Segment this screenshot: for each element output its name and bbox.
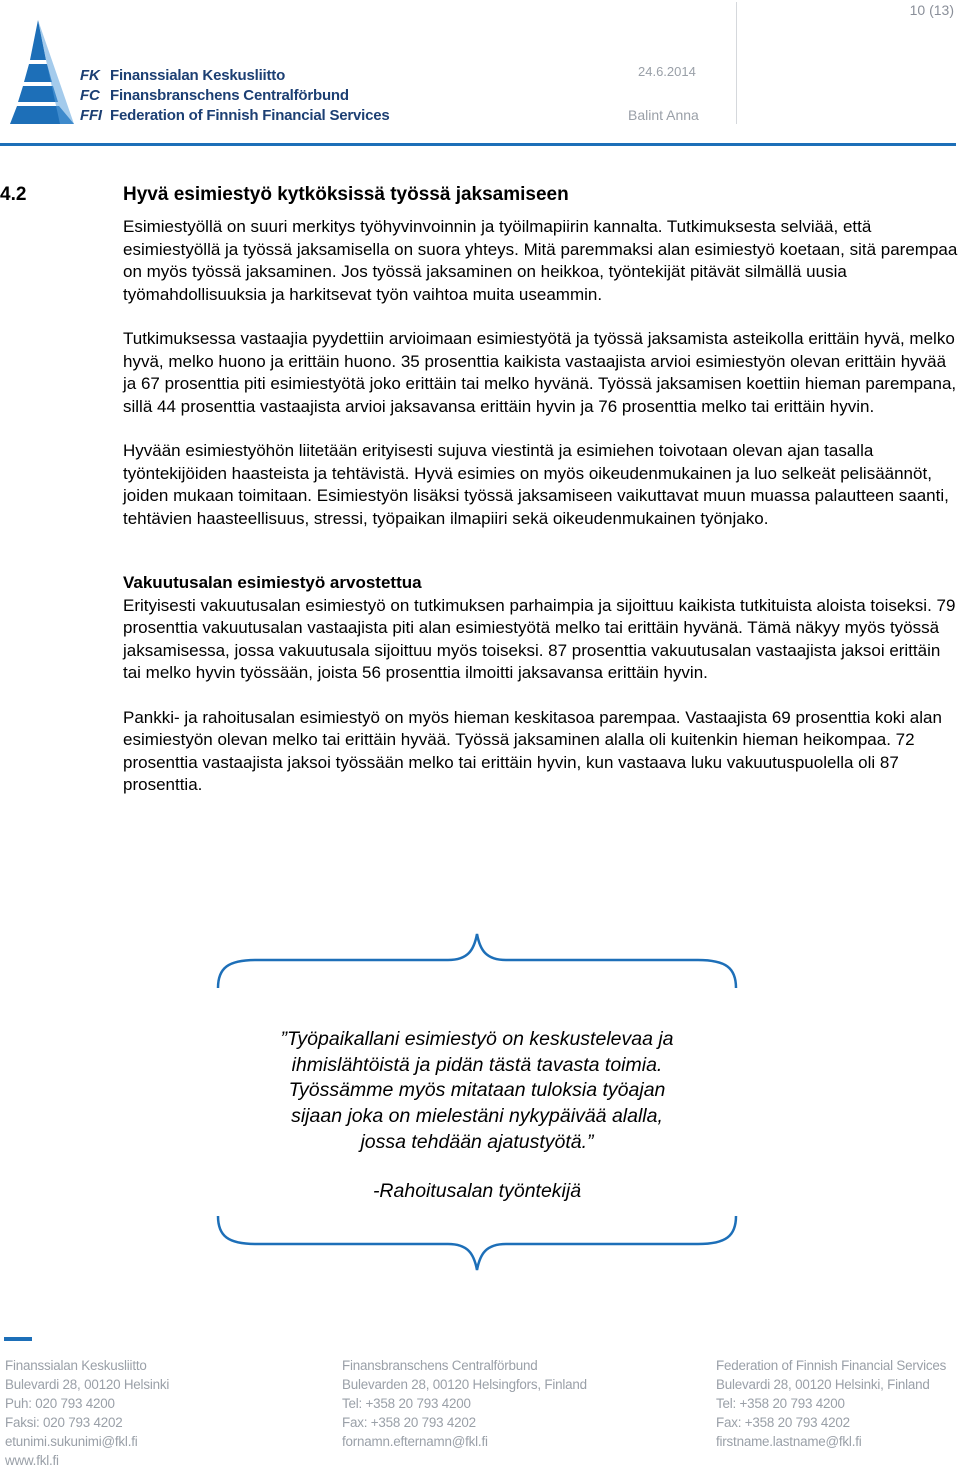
paragraph: Erityisesti vakuutusalan esimiestyö on tutkimuksen parhaimpia ja sijoittuu kaikista tutkituista aloista toiseksi. 79 prosenttia vakuutusalan vastaajista piti alan esimiestyötä melko tai erittäin hyvänä. Tämä näkyy myös työssä jaksamisessa, jossa vakuutusala sijoittuu myös toiseksi. 87 prosenttia vakuutusalan vastaajista jaksoi erittäin tai melko hyvin työssään, joista 56 prosenttia ilmoitti jaksavansa erittäin hyvin.: [123, 595, 956, 682]
body-content: [123, 216, 959, 819]
document-date: 24.6.2014: [638, 64, 696, 79]
quote-line: ”Työpaikallani esimiestyö on keskustelevaa ja: [280, 1028, 674, 1050]
quote-author: -Rahoitusalan työntekijä: [372, 1180, 582, 1202]
document-author: Balint Anna: [628, 107, 699, 123]
footer-line: Tel: +358 20 793 4200: [716, 1396, 845, 1411]
quote-brace-top: [216, 932, 738, 990]
footer-column-ffi: [716, 1356, 946, 1451]
logo-line-fk: FK Finanssialan Keskusliitto: [80, 67, 286, 84]
footer-line: Faksi: 020 793 4202: [5, 1415, 123, 1430]
footer-accent-mark: [4, 1337, 32, 1341]
footer-email: firstname.lastname@fkl.fi: [716, 1434, 862, 1449]
paragraph: Tutkimuksessa vastaajia pyydettiin arvioimaan esimiestyötä ja työssä jaksamista asteikolla erittäin hyvä, melko hyvä, melko huono ja erittäin huono. 35 prosenttia kaikista vastaajista arvioi esimiestyön olevan erittäin hyvää ja 67 prosenttia piti esimiestyötä joko erittäin tai melko hyvänä. Työssä jaksamisen koettiin hieman parempana, sillä 44 prosenttia vastaajista arvioi jaksavansa erittäin hyvin ja 76 prosenttia melko tai erittäin hyvin.: [123, 329, 957, 416]
fk-logo-icon: [0, 20, 80, 126]
quote-line: sijaan joka on mielestäni nykypäivää alalla,: [291, 1105, 663, 1128]
footer-line: Fax: +358 20 793 4202: [716, 1415, 850, 1430]
header-divider: [736, 2, 737, 124]
section-title: Hyvä esimiestyö kytköksissä työssä jaksamiseen: [123, 184, 569, 205]
quote-brace-bottom: [216, 1214, 738, 1272]
footer-line: Finansbranschens Centralförbund: [342, 1358, 538, 1373]
footer-email: etunimi.sukunimi@fkl.fi: [5, 1434, 138, 1449]
page-number: 10 (13): [909, 2, 954, 18]
footer-website: www.fkl.fi: [5, 1453, 59, 1468]
footer-line: Puh: 020 793 4200: [5, 1396, 115, 1411]
subsection-title: Vakuutusalan esimiestyö arvostettua: [123, 573, 422, 592]
footer-email: fornamn.efternamn@fkl.fi: [342, 1434, 488, 1449]
header-rule: [0, 143, 956, 146]
footer-column-fc: [342, 1356, 587, 1451]
footer-line: Bulevardi 28, 00120 Helsinki: [5, 1377, 170, 1392]
paragraph: Hyvään esimiestyöhön liitetään erityisesti sujuva viestintä ja esimiehen toivotaan olevan ajan tasalla työntekijöiden haasteista ja tehtävistä. Hyvä esimies on myös oikeudenmukainen ja luo selkeät pelisäännöt, joiden mukaan toimitaan. Esimiestyön lisäksi työssä jaksamiseen vaikuttavat muun muassa palautteen saanti, tehtävien haasteellisuus, stressi, työpaikan ilmapiiri sekä oikeudenmukainen työnjako.: [123, 441, 949, 528]
footer-line: Bulevarden 28, 00120 Helsingfors, Finland: [342, 1377, 587, 1392]
quote-line: jossa tehdään ajatustyötä.”: [360, 1130, 594, 1153]
logo-line-fc: FC Finansbranschens Centralförbund: [80, 87, 349, 104]
footer-line: Finanssialan Keskusliitto: [5, 1358, 147, 1373]
quote-line: ihmislähtöistä ja pidän tästä tavasta toimia.: [291, 1053, 663, 1076]
footer-line: Tel: +358 20 793 4200: [342, 1396, 471, 1411]
footer-line: Fax: +358 20 793 4202: [342, 1415, 476, 1430]
paragraph: Pankki- ja rahoitusalan esimiestyö on myös hieman keskitasoa parempaa. Vastaajista 69 prosenttia koki alan esimiestyön olevan melko tai erittäin hyvää. Työssä jaksaminen alalla oli kuitenkin hieman heikompaa. 72 prosenttia vastaajista jaksoi työssään melko tai erittäin hyvin, kun vastaava luku vakuutuspuolella oli 87 prosenttia.: [123, 707, 942, 794]
footer-line: Bulevardi 28, 00120 Helsinki, Finland: [716, 1377, 930, 1392]
section-number: 4.2: [0, 184, 27, 205]
paragraph: Esimiestyöllä on suuri merkitys työhyvinvoinnin ja työilmapiirin kannalta. Tutkimuksesta selviää, että esimiestyöllä ja työssä jaksamisella on suora yhteys. Mitä paremmaksi alan esimiestyö koetaan, sitä parempaa on myös työssä jaksaminen. Jos työssä jaksaminen on heikkoa, työntekijät pitävät silmällä uusia työmahdollisuuksia ja harkitsevat työn vaihtoa muita useammin.: [123, 217, 958, 304]
footer-line: Federation of Finnish Financial Services: [716, 1358, 947, 1373]
footer-column-fk: [5, 1356, 169, 1470]
logo-line-ffi: FFI Federation of Finnish Financial Services: [80, 107, 390, 124]
quote-line: Työssämme myös mitataan tuloksia työajan: [288, 1079, 666, 1102]
logo-wordmark: [80, 66, 390, 126]
quote-text: [220, 1027, 734, 1156]
